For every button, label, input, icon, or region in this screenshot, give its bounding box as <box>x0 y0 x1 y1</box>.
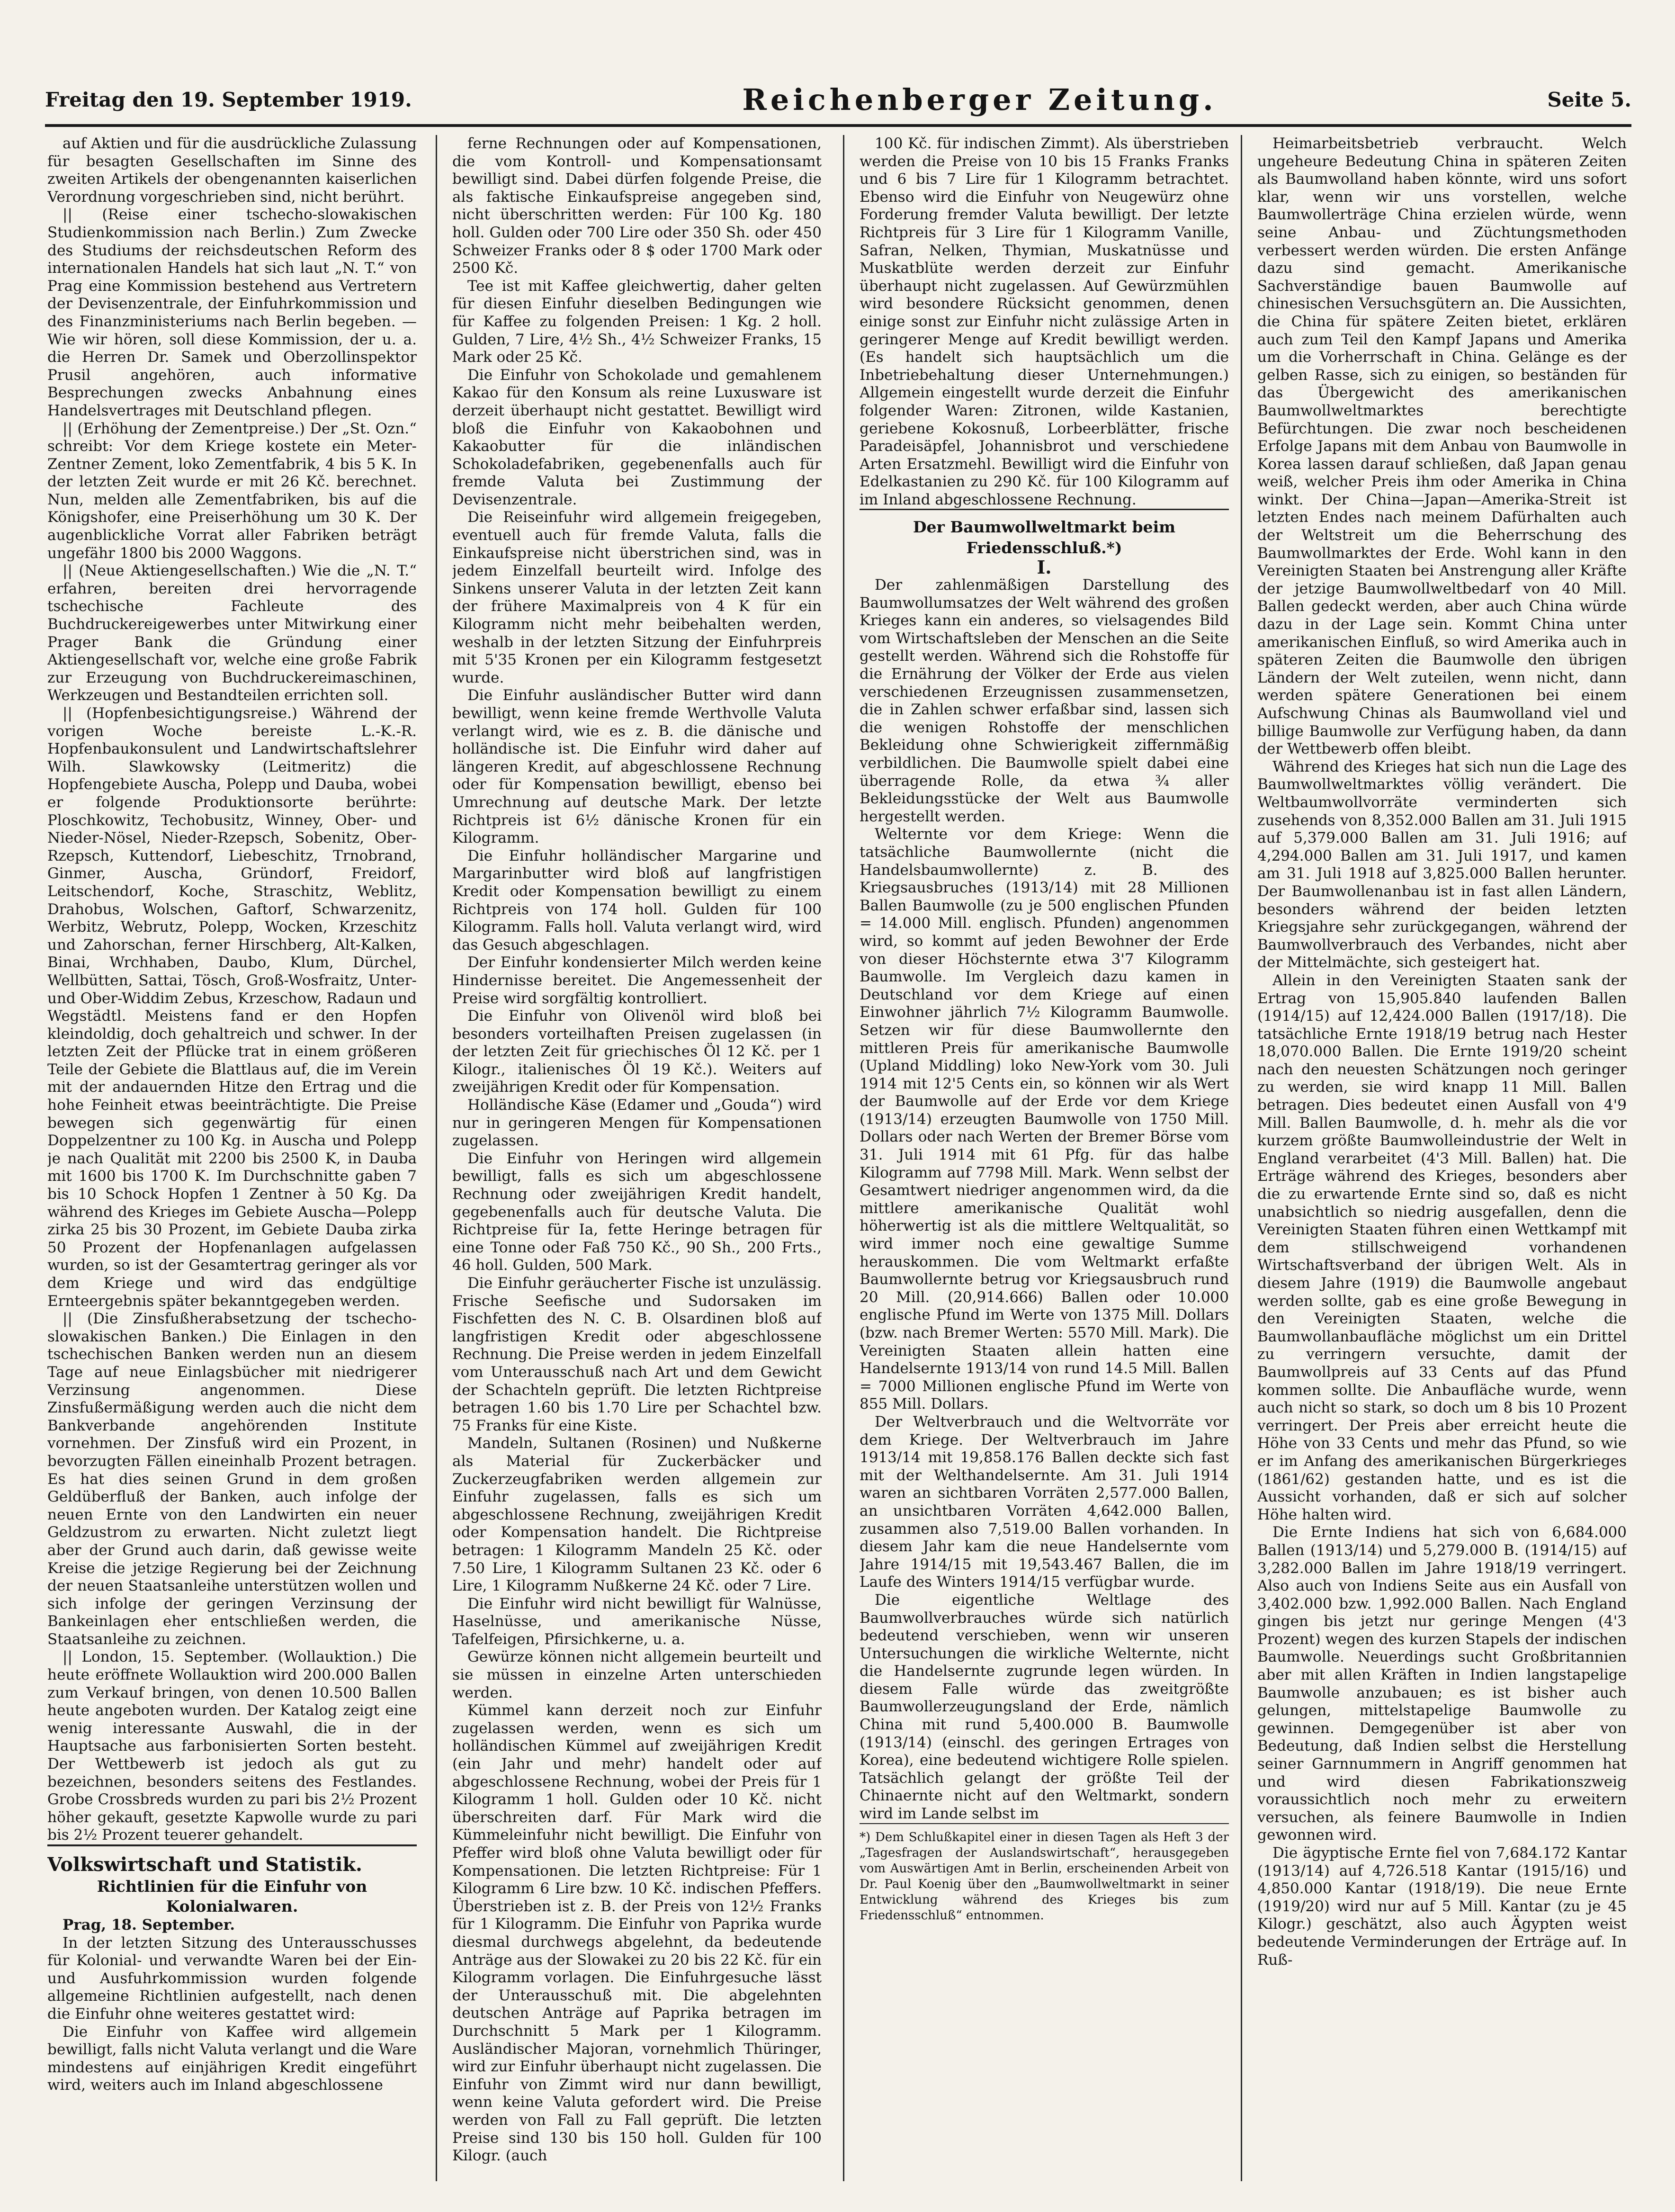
article-paragraph: Mandeln, Sultanen (Rosinen) und Nußkerne als Material für Zuckerbäcker und Zuckerzeugfabriken werden allgemein zur Einfuhr zugelassen, falls es sich um abgeschlossene Rechnung, zweijährigen Kredit oder Kompensation handelt. Die Richtpreise betragen: 1 Kilogramm Mandeln 25 Kč. oder 7.50 Lire, 1 Kilogramm Sultanen 23 Kč. oder 6 Lire, 1 Kilogramm Nußkerne 24 Kč. oder 7 Lire. <box>452 1435 822 1595</box>
article-paragraph: || (Reise einer tschecho-slowakischen Studienkommission nach Berlin.) Zum Zwecke des Studiums der reichsdeutschen Reform des internationalen Handels hat sich laut „N. T.“ von Prag eine Kommission bestehend aus Vertretern der Devisenzentrale, der Einfuhrkommission und des Finanzministeriums nach Berlin begeben. — Wie wir hören, soll diese Kommission, der u. a. die Herren Dr. Samek und Oberzollinspektor Prusil angehören, auch informative Besprechungen zwecks Anbahnung eines Handelsvertrages mit Deutschland pflegen. <box>47 206 417 419</box>
article-paragraph: Die Einfuhr geräucherter Fische ist unzulässig. Frische Seefische und Sudorsaken im Fischfetten des N. C. B. Olsardinen bloß auf langfristigen Kredit oder abgeschlossene Rechnung. Die Preise werden in jedem Einzelfall vom Unterausschuß nach Art und dem Gewicht der Schachteln geprüft. Die letzten Richtpreise betragen 1.60 bis 1.70 Lire per Schachtel bzw. 75 Franks für eine Kiste. <box>452 1275 822 1434</box>
column-divider <box>1241 135 1242 2181</box>
article-paragraph: || (Erhöhung der Zementpreise.) Der „St. Ozn.“ schreibt: Vor dem Kriege kostete ein Meter-Zentner Zement, loko Zementfabrik, 4 bis 5 K. In der letzten Zeit wurde er mit 26 Kč. berechnet. Nun, melden alle Zementfabriken, bis auf die Königshofer, eine Preiserhöhung um 30 K. Der augenblickliche Vorrat aller Fabriken beträgt ungefähr 1800 bis 2000 Waggons. <box>47 420 417 562</box>
article-paragraph: Allein in den Vereinigten Staaten sank der Ertrag von 15,905.840 laufenden Ballen (1914/15) auf 12,424.000 Ballen (1917/18). Die tatsächliche Ernte 1918/19 betrug nach Hester 18,070.000 Ballen. Die Ernte 1919/20 scheint nach den neuesten Schätzungen noch geringer zu werden, sie wird knapp 11 Mill. Ballen betragen. Dies bedeutet einen Ausfall von 4'9 Mill. Ballen Baumwolle, d. h. mehr als die vor kurzem größte Baumwolleindustrie der Welt in England verarbeitet (4'3 Mill. Ballen) hat. Die Erträge während des Krieges, besonders aber die zu erwartende Ernte sind so, daß es nicht unabsichtlich so niedrig ausgefallen, denn die Vereinigten Staaten führen einen Wettkampf mit dem stillschweigend vorhandenen Wirtschaftsverband der übrigen Welt. Als in diesem Jahre (1919) die Baumwolle angebaut werden sollte, gab es eine große Bewegung in den Vereinigten Staaten, welche die Baumwollanbaufläche möglichst um ein Drittel zu verringern versuchte, damit der Baumwollpreis auf 33 Cents auf das Pfund kommen sollte. Die Anbaufläche wurde, wenn auch nicht so stark, so doch um 8 bis 10 Prozent verringert. Der Preis aber erreicht heute die Höhe von 33 Cents und mehr das Pfund, so wie er im Anfang des amerikanischen Bürgerkrieges (1861/62) gestanden hatte, und es ist die Aussicht vorhanden, daß er sich auf solcher Höhe halten wird. <box>1257 971 1627 1523</box>
column-4 <box>1257 135 1627 2181</box>
article-paragraph: Tee ist mit Kaffee gleichwertig, daher gelten für diesen Einfuhr dieselben Bedingungen wie für Kaffee zu folgenden Preisen: 1 Kg. 2 holl. Gulden, 7 Lire, 4½ Sh., 4½ Schweizer Franks, 15 Mark oder 25 Kč. <box>452 277 822 366</box>
article-paragraph: || London, 15. September. (Wollauktion.) Die heute eröffnete Wollauktion wird 200.000 Ballen zum Verkauf bringen, von denen 10.500 Ballen heute angeboten wurden. Der Katalog zeigt eine wenig interessante Auswahl, die in der Hauptsache aus farbonisierten Sorten besteht. Der Wettbewerb ist jedoch als gut zu bezeichnen, besonders seitens des Festlandes. Grobe Crossbreds wurden zu pari bis 2½ Prozent höher gekauft, gesetzte Kapwolle wurde zu pari bis 2½ Prozent teuerer gehandelt. <box>47 1648 417 1844</box>
article-paragraph: Heimarbeitsbetrieb verbraucht. Welch ungeheure Bedeutung China in späteren Zeiten als Baumwolland haben könnte, wird uns sofort klar, wenn wir uns vorstellen, welche Baumwollerträge China erzielen würde, wenn seine Anbau- und Züchtungsmethoden verbessert werden würden. Die ersten Anfänge dazu sind gemacht. Amerikanische Sachverständige bauen Baumwolle auf chinesischen Versuchsgütern an. Die Aussichten, die China für spätere Zeiten bietet, erklären auch zum Teil den Kampf Japans und Amerika um die Vorherrschaft in China. Gelänge es der gelben Rasse, sich zu einigen, so beständen für das Übergewicht des amerikanischen Baumwollweltmarktes berechtigte Befürchtungen. Die zwar noch bescheidenen Erfolge Japans mit dem Anbau von Baumwolle in Korea lassen darauf schließen, daß Japan genau weiß, welcher Preis ihm oder Amerika in China winkt. Der China—Japan—Amerika-Streit ist letzten Endes nach meinem Dafürhalten auch der Weltstreit um die Beherrschung des Baumwollmarktes der Erde. Wohl kann in den Vereinigten Staaten bei Anstrengung aller Kräfte der jetzige Baumwollweltbedarf von 40 Mill. Ballen gedeckt werden, aber auch China würde dazu in der Lage sein. Kommt China unter amerikanischen Einfluß, so wird Amerika auch in späteren Zeiten die Baumwolle den übrigen Ländern der Welt zuteilen, wenn nicht, dann werden spätere Generationen bei einem Aufschwung Chinas als Baumwolland viel und billige Baumwolle zur Verfügung haben, da dann der Wettbewerb offen bleibt. <box>1257 135 1627 758</box>
column-3 <box>860 135 1229 2181</box>
article-paragraph: Die ägyptische Ernte fiel von 7,684.172 Kantar (1913/14) auf 4,726.518 Kantar (1915/16) und 4,850.000 Kantar (1918/19). Die neue Ernte (1919/20) wird nur auf 5 Mill. Kantar (zu je 45 Kilogr.) geschätzt, also auch Ägypten weist bedeutende Verminderungen der Erträge auf. In Ruß- <box>1257 1844 1627 1969</box>
article-paragraph: Kümmel kann derzeit noch zur Einfuhr zugelassen werden, wenn es sich um holländischen Kümmel auf zweijährigen Kredit (ein Jahr und mehr) handelt oder auf abgeschlossene Rechnung, wobei der Preis für 1 Kilogramm 1 holl. Gulden oder 10 Kč. nicht überschreiten darf. Für Mark wird die Kümmeleinfuhr nicht bewilligt. Die Einfuhr von Pfeffer wird bloß ohne Valuta bewilligt oder für Kompensationen. Die letzten Richtpreise: Für 1 Kilogramm 6 Lire bzw. 10 Kč. indischen Pfeffers. Überstrieben ist z. B. der Preis von 12½ Franks für 1 Kilogramm. Die Einfuhr von Paprika wurde diesmal durchwegs abgelehnt, da bedeutende Anträge aus der Slowakei zu 20 bis 22 Kč. für ein Kilogramm vorlagen. Die Einfuhrgesuche lässt der Unterausschuß mit. Die abgelehnten deutschen Anträge auf Paprika betragen im Durchschnitt 5 Mark per 1 Kilogramm. Ausländischer Majoran, vornehmlich Thüringer, wird zur Einfuhr überhaupt nicht zugelassen. Die Einfuhr von Zimmt wird nur dann bewilligt, wenn keine Valuta gefordert wird. Die Preise werden von Fall zu Fall geprüft. Die letzten Preise sind 130 bis 150 holl. Gulden für 100 Kilogr. (auch <box>452 1702 822 2165</box>
article-paragraph: Welternte vor dem Kriege: Wenn die tatsächliche Baumwollernte (nicht die Handelsbaumwollernte) z. B. des Kriegsausbruches (1913/14) mit 28 Millionen Ballen Baumwolle (zu je 500 englischen Pfunden = 14.000 Mill. englisch. Pfunden) angenommen wird, so kommt auf jeden Bewohner der Erde von dieser Höchsternte etwa 3'7 Kilogramm Baumwolle. Im Vergleich dazu kamen in Deutschland vor dem Kriege auf einen Einwohner jährlich 7½ Kilogramm Baumwolle. Setzen wir für diese Baumwollernte den mittleren Preis für amerikanische Baumwolle (Upland Middling) loko New-York vom 30. Juli 1914 mit 12'5 Cents ein, so können wir als Wert der Baumwolle auf der Erde vor dem Kriege (1913/14) erzeugten Baumwolle von 1750 Mill. Dollars oder nach Werten der Bremer Börse vom 31. Juli 1914 mit 61 Pfg. für das halbe Kilogramm auf 7798 Mill. Mark. Wenn selbst der Gesamtwert niedriger angenommen wird, da die mittlere amerikanische Qualität wohl höherwertig ist als die mittlere Weltqualität, so wird immer noch eine gewaltige Summe herauskommen. Die vom Weltmarkt erfaßte Baumwollernte betrug vor Kriegsausbruch rund 20 Mill. (20,914.666) Ballen oder 10.000 englische Pfund im Werte von 1375 Mill. Dollars (bzw. nach Bremer Werten: 5570 Mill. Mark). Die Vereinigten Staaten allein hatten eine Handelsernte 1913/14 von rund 14.5 Mill. Ballen = 7000 Millionen englische Pfund im Werte von 855 Mill. Dollars. <box>860 826 1229 1413</box>
article-headline: Der Baumwollweltmarkt beim Friedensschluß.*) <box>860 509 1229 558</box>
article-paragraph: Während des Krieges hat sich nun die Lage des Baumwollweltmarktes völlig verändert. Die Weltbaumwollvorräte verminderten sich zusehends von 8,352.000 Ballen am 31. Juli 1915 auf 5,379.000 Ballen am 31. Juli 1916; auf 4,294.000 Ballen am 31. Juli 1917, und kamen am 31. Juli 1918 auf 3,825.000 Ballen herunter. Der Baumwollenanbau ist in fast allen Ländern, besonders während der beiden letzten Kriegsjahre sehr zurückgegangen, während der Baumwollverbrauch des Verbandes, nicht aber der Mittelmächte, sich gesteigert hat. <box>1257 758 1627 971</box>
article-paragraph: auf Aktien und für die ausdrückliche Zulassung für besagten Gesellschaften im Sinne des zweiten Artikels der obengenannten kaiserlichen Verordnung vorgeschrieben sind, nicht berührt. <box>47 135 417 206</box>
article-paragraph: || (Die Zinsfußherabsetzung der tschecho-slowakischen Banken.) Die Einlagen in den tschechischen Banken werden nun an diesem Tage auf neue Einlagsbücher mit niedrigerer Verzinsung angenommen. Diese Zinsfußermäßigung werden auch die nicht dem Bankverbande angehörenden Institute vornehmen. Der Zinsfuß wird ein Prozent, in bevorzugten Fällen eineinhalb Prozent betragen. Es hat dies seinen Grund in dem großen Geldüberfluß der Banken, auch infolge der neuen Ernte von den Landwirten ein neuer Geldzustrom zu erwarten. Nicht zuletzt liegt aber der Grund auch darin, daß gewisse weite Kreise die jetzige Regierung bei der Zeichnung der neuen Staatsanleihe unterstützen wollen und sich infolge der geringen Verzinsung der Bankeinlagen eher entschließen werden, die Staatsanleihe zu zeichnen. <box>47 1310 417 1648</box>
article-paragraph: Die eigentliche Weltlage des Baumwollverbrauches würde sich natürlich bedeutend verschieben, wenn wir unseren Untersuchungen die wirkliche Welternte, nicht die Handelsernte zugrunde legen würden. In diesem Falle würde das zweitgrößte Baumwollerzeugungsland der Erde, nämlich China mit rund 5,400.000 B. Baumwolle (1913/14) (einschl. des geringen Ertrages von Korea), eine bedeutend wichtigere Rolle spielen. Tatsächlich gelangt der größte Teil der Chinaernte nicht auf den Weltmarkt, sondern wird im Lande selbst im <box>860 1591 1229 1823</box>
article-paragraph: Der zahlenmäßigen Darstellung des Baumwollumsatzes der Welt während des großen Krieges kann ein anderes, so vielsagendes Bild vom Wirtschaftsleben der Menschen an die Seite gestellt werden. Während sich die Rohstoffe für die Ernährung der Völker der Erde aus vielen verschiedenen Erzeugnissen zusammensetzen, die in Zahlen schwer erfaßbar sind, lassen sich die wenigen Rohstoffe der menschlichen Bekleidung ohne Schwierigkeit ziffernmäßig verbildlichen. Die Baumwolle spielt dabei eine überragende Rolle, da etwa ¾ aller Bekleidungsstücke der Welt aus Baumwolle hergestellt werden. <box>860 576 1229 825</box>
article-paragraph: || (Hopfenbesichtigungsreise.) Während der vorigen Woche bereiste L.-K.-R. Hopfenbaukonsulent und Landwirtschaftslehrer Wilh. Slawkowsky (Leitmeritz) die Hopfengebiete Auscha, Polepp und Dauba, wobei er folgende Produktionsorte berührte: Ploschkowitz, Techobusitz, Winney, Ober- und Nieder-Nösel, Nieder-Rzepsch, Sobenitz, Ober-Rzepsch, Kuttendorf, Liebeschitz, Trnobrand, Ginmer, Auscha, Gründorf, Freidorf, Leitschendorf, Koche, Straschitz, Weblitz, Drahobus, Wolschen, Gaftorf, Schwarzenitz, Werbitz, Webrutz, Polepp, Wocken, Krzeschitz und Zahorschan, ferner Hirschberg, Alt-Kalken, Binai, Wrchhaben, Daubo, Klum, Dürchel, Wellbütten, Sattai, Tösch, Groß-Wosfraitz, Unter- und Ober-Widdim Zebus, Krzeschow, Radaun und Wegstädtl. Meistens fand er den Hopfen kleindoldig, doch gehaltreich und schwer. In der letzten Zeit der Pflücke trat in einem größeren Teile der Gebiete die Blattlaus auf, die im Verein mit der andauernden Hitze den Ertrag und die hohe Feinheit etwas beeinträchtigte. Die Preise bewegen sich gegenwärtig für einen Doppelzentner zu 100 Kg. in Auscha und Polepp je nach Qualität mit 2200 bis 2500 K, in Dauba mit 1600 bis 1700 K. Im Durchschnitte gaben 7 bis 10 Schock Hopfen 1 Zentner à 50 Kg. Da während des Krieges im Gebiete Auscha—Polepp zirka 25 bis 30 Prozent, im Gebiete Dauba zirka 50 Prozent der Hopfenanlagen aufgelassen wurden, so ist der Gesamtertrag geringer als vor dem Kriege und wird das endgültige Ernteergebnis später bekanntgegeben werden. <box>47 705 417 1310</box>
footnote: *) Dem Schlußkapitel einer in diesen Tagen als Heft 3 der „Tagesfragen der Auslandswirtschaft“, herausgegeben vom Auswärtigen Amt in Berlin, erscheinenden Arbeit von Dr. Paul Koenig über den „Baumwollweltmarkt in seiner Entwicklung während des Krieges bis zum Friedensschluß“ entnommen. <box>860 1823 1229 1924</box>
article-paragraph: Die Einfuhr von Schokolade und gemahlenem Kakao für den Konsum als reine Luxusware ist derzeit überhaupt nicht gestattet. Bewilligt wird bloß die Einfuhr von Kakaobohnen und Kakaobutter für die inländischen Schokoladefabriken, gegebenenfalls auch für fremde Valuta bei Zustimmung der Devisenzentrale. <box>452 366 822 508</box>
article-paragraph: Die Einfuhr ausländischer Butter wird dann bewilligt, wenn keine fremde Werthvolle Valuta verlangt wird, wie es z. B. die dänische und holländische ist. Die Einfuhr wird daher auf längeren Kredit, auf abgeschlossene Rechnung oder für Kompensation bewilligt, ebenso bei Umrechnung auf deutsche Mark. Der letzte Richtpreis ist 6½ dänische Kronen für ein Kilogramm. <box>452 687 822 847</box>
column-2 <box>452 135 822 2181</box>
article-paragraph: Der Einfuhr kondensierter Milch werden keine Hindernisse bereitet. Die Angemessenheit der Preise wird sorgfältig kontrolliert. <box>452 954 822 1007</box>
article-headline: Richtlinien für die Einfuhr von Kolonialwaren. <box>97 1877 367 1915</box>
page-number: Seite 5. <box>1547 88 1631 111</box>
article-paragraph: Der Weltverbrauch und die Weltvorräte vor dem Kriege. Der Weltverbrauch im Jahre 1913/14 mit 19,858.176 Ballen deckte sich fast mit der Welthandelsernte. Am 31. Juli 1914 waren an sichtbaren Vorräten 2,577.000 Ballen, an unsichtbaren Vorräten 4,642.000 Ballen, zusammen also 7,519.00 Ballen vorhanden. In diesem Jahr kam die neue Handelsernte vom Jahre 1914/15 mit 19,543.467 Ballen, die im Laufe des Winters 1914/15 verfügbar wurde. <box>860 1413 1229 1591</box>
article-paragraph: Die Einfuhr von Olivenöl wird bloß bei besonders vorteilhaften Preisen zugelassen (in der letzten Zeit für griechisches Öl 12 Kč. per 1 Kilogr., italienisches Öl 19 Kč.). Weiters auf zweijährigen Kredit oder für Kompensation. <box>452 1007 822 1096</box>
article-paragraph: Die Einfuhr von Heringen wird allgemein bewilligt, falls es sich um abgeschlossene Rechnung oder zweijährigen Kredit handelt, gegebenenfalls auch für deutsche Valuta. Die Richtpreise für Ia, fette Heringe betragen für eine Tonne oder Faß 750 Kč., 90 Sh., 200 Frts., 46 holl. Gulden, 500 Mark. <box>452 1150 822 1274</box>
article-paragraph: Die Einfuhr holländischer Margarine und Margarinbutter wird bloß auf langfristigen Kredit oder Kompensation bewilligt zu einem Richtpreis von 174 holl. Gulden für 100 Kilogramm. Falls holl. Valuta verlangt wird, wird das Gesuch abgeschlagen. <box>452 847 822 953</box>
dateline: Prag, 18. September. <box>63 1916 235 1933</box>
article-paragraph: 100 Kč. für indischen Zimmt). Als überstrieben werden die Preise von 10 bis 15 Franks Franks und 6 bis 7 Lire für 1 Kilogramm betrachtet. Ebenso wird die Einfuhr von Neugewürz ohne Forderung fremder Valuta bewilligt. Der letzte Richtpreis für 3 Lire für 1 Kilogramm Vanille, Safran, Nelken, Thymian, Muskatnüsse und Muskatblüte werden derzeit zur Einfuhr überhaupt nicht zugelassen. Auf Gewürzmühlen wird besondere Rücksicht genommen, denen einige sonst zur Einfuhr nicht zulässige Arten in geringerer Menge auf Kredit bewilligt werden. (Es handelt sich hauptsächlich um die Inbetriebehaltung dieser Unternehmungen.) Allgemein eingestellt wurde derzeit die Einfuhr folgender Waren: Zitronen, wilde Kastanien, geriebene Kokosnuß, Lorbeerblätter, frische Paradeisäpfel, Johannisbrot und verschiedene Arten Ersatzmehl. Bewilligt wird die Einfuhr von Edelkastanien zu 290 Kč. für 100 Kilogramm auf im Inland abgeschlossene Rechnung. <box>860 135 1229 508</box>
newspaper-title: Reichenberger Zeitung. <box>742 82 1217 117</box>
article-paragraph: ferne Rechnungen oder auf Kompensationen, die vom Kontroll- und Kompensationsamt bewilligt sind. Dabei dürfen folgende Preise, die als faktische Einkaufspreise angegeben sind, nicht überschritten werden: Für 100 Kg. 180 holl. Gulden oder 700 Lire oder 350 Sh. oder 450 Schweizer Franks oder 8 $ oder 1700 Mark oder 2500 Kč. <box>452 135 822 277</box>
article-paragraph: In der letzten Sitzung des Unterausschusses für Kolonial- und verwandte Waren bei der Ein- und Ausfuhrkommission wurden folgende allgemeine Richtlinien aufgestellt, nach denen die Einfuhr ohne weiteres gestattet wird: <box>47 1934 417 2023</box>
section-number: I. <box>1037 557 1052 578</box>
article-paragraph: Die Reiseinfuhr wird allgemein freigegeben, eventuell auch für fremde Valuta, falls die Einkaufspreise nicht überstrichen sind, was in jedem Einzelfall beurteilt wird. Infolge des Sinkens unserer Valuta in der letzten Zeit kann der frühere Maximalpreis von 4 K für ein Kilogramm nicht mehr beibehalten werden, weshalb in der letzten Sitzung der Einfuhrpreis mit 5'35 Kronen per ein Kilogramm festgesetzt wurde. <box>452 509 822 686</box>
article-paragraph: Die Ernte Indiens hat sich von 6,684.000 Ballen (1913/14) und 5,279.000 B. (1914/15) auf 3,282.000 Ballen im Jahre 1918/19 verringert. Also auch von Indiens Seite aus ein Ausfall von 3,402.000 bzw. 1,992.000 Ballen. Nach England gingen bis jetzt nur geringe Mengen (4'3 Prozent) wegen des kurzen Stapels der indischen Baumwolle. Neuerdings sucht Großbritannien aber mit allen Kräften in Indien langstapelige Baumwolle anzubauen; es ist bisher auch gelungen, mittelstapelige Baumwolle zu gewinnen. Demgegenüber ist aber von Bedeutung, daß Indien selbst die Herstellung seiner Garnnummern in Angriff genommen hat und wird diesen Fabrikationszweig voraussichtlich noch mehr zu erweitern versuchen, als feinere Baumwolle in Indien gewonnen wird. <box>1257 1524 1627 1844</box>
column-divider <box>436 135 437 2181</box>
article-paragraph: Holländische Käse (Edamer und „Gouda“) wird nur in geringeren Mengen für Kompensationen zugelassen. <box>452 1097 822 1150</box>
section-heading: Volkswirtschaft und Statistik. <box>47 1844 417 1877</box>
article-paragraph: Die Einfuhr von Kaffee wird allgemein bewilligt, falls nicht Valuta verlangt und die Ware mindestens auf einjährigen Kredit eingeführt wird, weiters auch im Inland abgeschlossene <box>47 2023 417 2094</box>
issue-date: Freitag den 19. September 1919. <box>45 88 412 111</box>
masthead <box>45 78 1631 121</box>
masthead-rule <box>45 124 1631 127</box>
article-paragraph: Gewürze können nicht allgemein beurteilt und sie müssen in einzelne Arten unterschieden werden. <box>452 1648 822 1701</box>
article-paragraph: || (Neue Aktiengesellschaften.) Wie die „N. T.“ erfahren, bereiten drei hervorragende tschechische Fachleute des Buchdruckereigewerbes unter Mitwirkung einer Prager Bank die Gründung einer Aktiengesellschaft vor, welche eine große Fabrik zur Erzeugung von Buchdruckereimaschinen, Werkzeugen und Bestandteilen errichten soll. <box>47 562 417 704</box>
column-divider <box>843 135 844 2181</box>
article-paragraph: Die Einfuhr wird nicht bewilligt für Walnüsse, Haselnüsse, und amerikanische Nüsse, Tafelfeigen, Pfirsichkerne, u. a. <box>452 1595 822 1648</box>
column-1 <box>47 135 417 2181</box>
